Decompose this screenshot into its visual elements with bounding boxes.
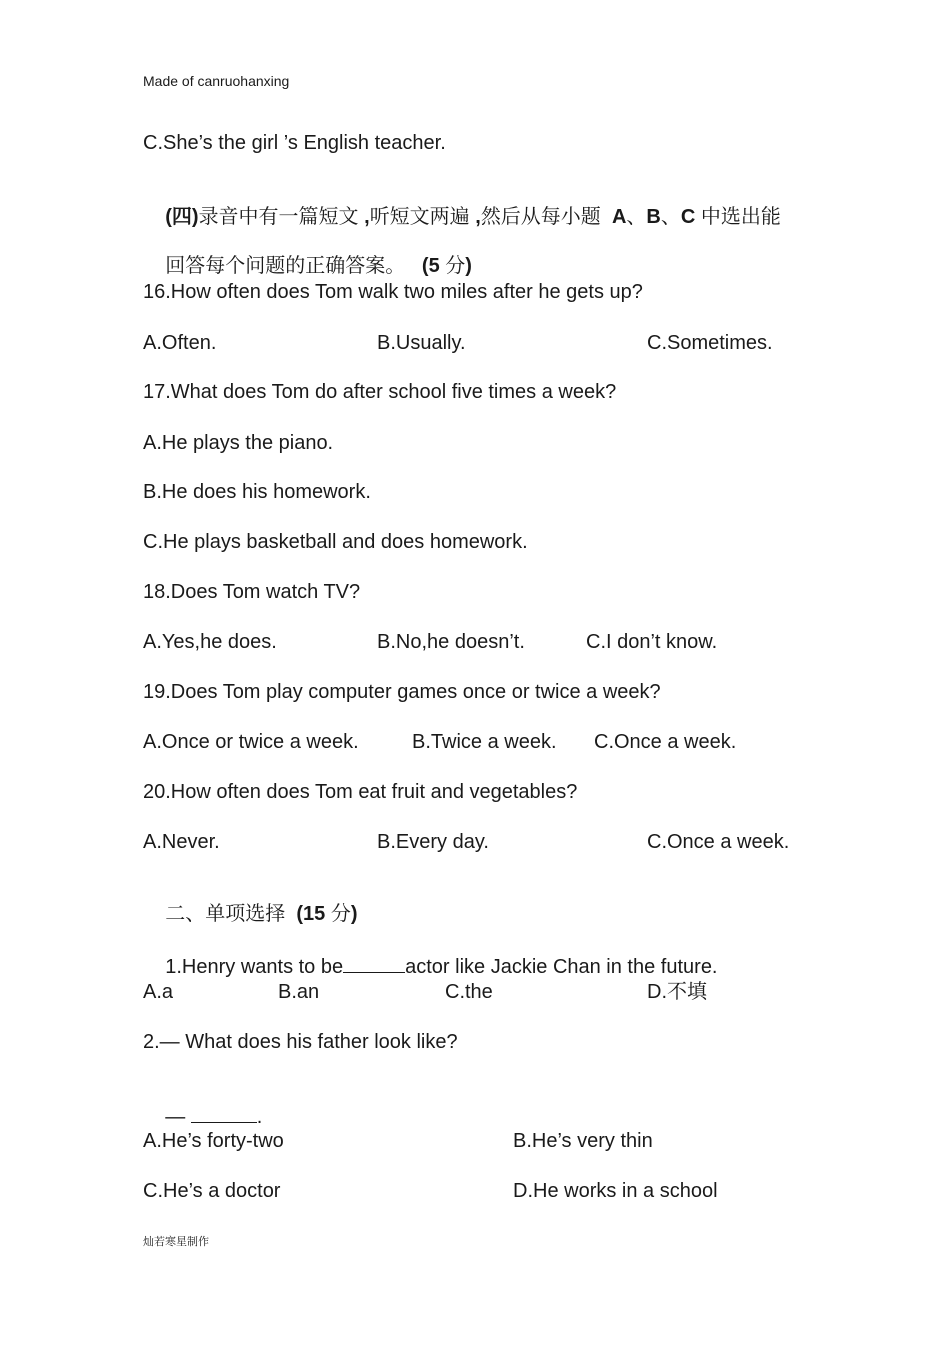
q16-option-b: B.Usually. xyxy=(377,332,466,354)
punct: 、 xyxy=(626,206,647,228)
mc1-option-d: D.不填 xyxy=(647,981,707,1003)
q18-option-c: C.I don’t know. xyxy=(586,631,718,653)
mc-question-2: 2.— What does his father look like? xyxy=(143,1031,458,1053)
answer-option-line: C.She’s the girl ’s English teacher. xyxy=(143,132,446,154)
score: (5 xyxy=(421,255,440,277)
answer-blank xyxy=(191,1104,257,1123)
mc2-option-d: D.He works in a school xyxy=(513,1180,718,1202)
mc1-option-a: A.a xyxy=(143,981,174,1003)
question-18: 18.Does Tom watch TV? xyxy=(143,581,361,603)
punct: 、 xyxy=(660,206,681,228)
q17-option-a: A.He plays the piano. xyxy=(143,432,334,454)
page-footer: 灿若寒星制作 xyxy=(143,1236,209,1248)
q17-option-b: B.He does his homework. xyxy=(143,481,371,503)
q18-option-b: B.No,he doesn’t. xyxy=(377,631,525,653)
question-17: 17.What does Tom do after school five times a week? xyxy=(143,381,617,403)
dash: — xyxy=(165,1106,186,1128)
mc1-option-b: B.an xyxy=(278,981,320,1003)
section-number: (四) xyxy=(165,206,199,228)
punct: , xyxy=(475,206,481,228)
question-text: 1.Henry wants to be xyxy=(165,956,344,978)
question-text: actor like Jackie Chan in the future. xyxy=(405,956,718,978)
section-title: 二、单项选择 xyxy=(165,903,286,925)
answer-blank xyxy=(343,954,405,973)
option-letter: A xyxy=(611,206,627,228)
question-16: 16.How often does Tom walk two miles after he gets up? xyxy=(143,281,643,303)
option-letter: C xyxy=(680,206,696,228)
q19-option-c: C.Once a week. xyxy=(594,731,737,753)
instruction-text: 回答每个问题的正确答案。 xyxy=(165,255,406,277)
page-header: Made of canruohanxing xyxy=(143,73,290,89)
score: (15 xyxy=(296,903,326,925)
mc2-option-b: B.He’s very thin xyxy=(513,1130,653,1152)
mc2-option-a: A.He’s forty-two xyxy=(143,1130,284,1152)
q20-option-a: A.Never. xyxy=(143,831,220,853)
punct: , xyxy=(364,206,370,228)
q18-option-a: A.Yes,he does. xyxy=(143,631,277,653)
instruction-text: 录音中有一篇短文 xyxy=(198,206,359,228)
instruction-text: 中选出能 xyxy=(700,206,781,228)
q19-option-b: B.Twice a week. xyxy=(412,731,557,753)
q20-option-b: B.Every day. xyxy=(377,831,489,853)
q16-option-a: A.Often. xyxy=(143,332,217,354)
mc1-option-c: C.the xyxy=(445,981,493,1003)
score-unit: 分 xyxy=(445,255,466,277)
score-close: ) xyxy=(350,903,358,925)
option-letter: B xyxy=(646,206,661,228)
question-20: 20.How often does Tom eat fruit and vegetables? xyxy=(143,781,578,803)
q16-option-c: C.Sometimes. xyxy=(647,332,773,354)
question-19: 19.Does Tom play computer games once or twice a week? xyxy=(143,681,661,703)
mc2-option-c: C.He’s a doctor xyxy=(143,1180,281,1202)
period: . xyxy=(256,1106,263,1128)
q17-option-c: C.He plays basketball and does homework. xyxy=(143,531,528,553)
score-close: ) xyxy=(465,255,472,277)
mc-question-1 xyxy=(143,930,718,1003)
instruction-text: 听短文两遍 xyxy=(369,206,470,228)
score-unit: 分 xyxy=(330,903,351,925)
q20-option-c: C.Once a week. xyxy=(647,831,790,853)
q19-option-a: A.Once or twice a week. xyxy=(143,731,359,753)
instruction-text: 然后从每小题 xyxy=(480,206,601,228)
